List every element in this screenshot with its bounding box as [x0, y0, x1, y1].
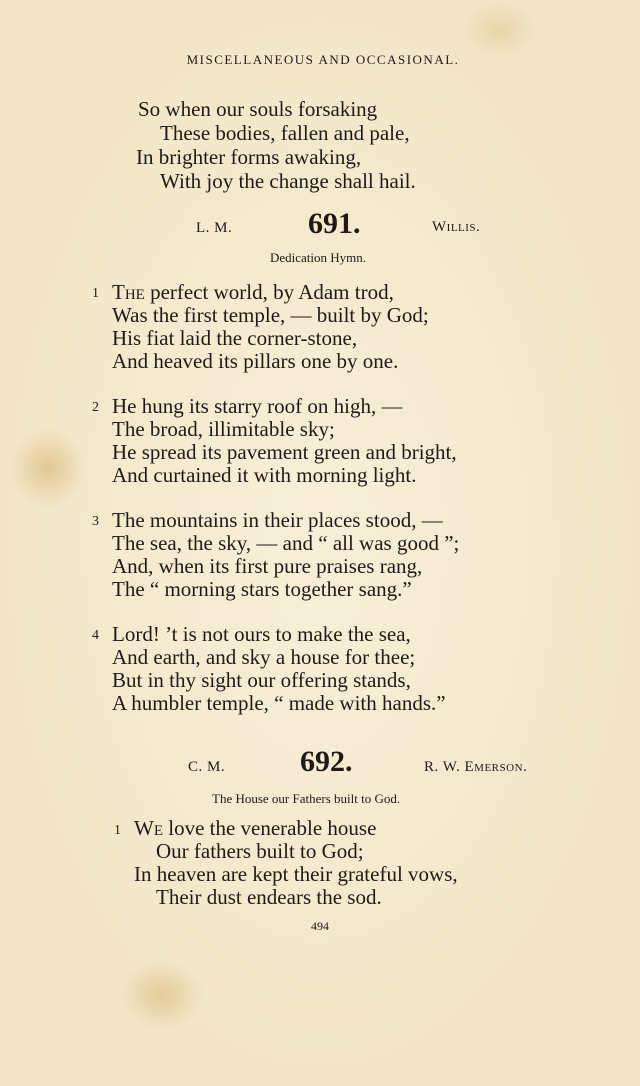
- hymn-number: 691.: [308, 207, 361, 240]
- verse-line: His fiat laid the corner-stone,: [112, 326, 358, 350]
- verse-line: The sea, the sky, — and “ all was good ”;: [112, 531, 460, 555]
- verse-line: But in thy sight our offering stands,: [112, 668, 411, 692]
- verse-line: The broad, illimitable sky;: [112, 417, 335, 441]
- intro-line: With joy the change shall hail.: [160, 169, 416, 193]
- stanza-number: 2: [92, 400, 99, 415]
- intro-line: In brighter forms awaking,: [136, 145, 362, 169]
- intro-line: So when our souls forsaking: [138, 97, 378, 121]
- verse-line: The mountains in their places stood, —: [112, 508, 443, 532]
- hymn-tune: Willis.: [432, 219, 481, 235]
- verse-line: The “ morning stars together sang.”: [112, 577, 412, 601]
- verse-line: And earth, and sky a house for thee;: [112, 645, 416, 669]
- hymn-meter: L. M.: [196, 220, 233, 236]
- stanza-number: 4: [92, 628, 99, 643]
- verse-line: [112, 282, 394, 303]
- stanza-number: 1: [114, 823, 121, 838]
- stanza-number: 3: [92, 514, 99, 529]
- verse-text: perfect world, by Adam trod,: [144, 280, 394, 304]
- verse-line: And curtained it with morning light.: [112, 463, 417, 487]
- verse-line: A humbler temple, “ made with hands.”: [112, 691, 446, 715]
- verse-text: love the venerable house: [162, 816, 377, 840]
- verse-lead-word: The: [112, 280, 145, 304]
- hymn-tune: R. W. Emerson.: [424, 759, 528, 775]
- verse-line: He spread its pavement green and bright,: [112, 440, 457, 464]
- hymn-subtitle: The House our Fathers built to God.: [212, 791, 401, 806]
- verse-lead-word: We: [134, 816, 163, 840]
- stanza-number: 1: [92, 286, 99, 301]
- verse-line: And, when its first pure praises rang,: [112, 554, 423, 578]
- verse-line: Their dust endears the sod.: [156, 885, 382, 909]
- hymn-subtitle: Dedication Hymn.: [270, 250, 367, 265]
- hymn-number: 692.: [300, 745, 353, 778]
- hymn-meter: C. M.: [188, 759, 226, 775]
- verse-line: And heaved its pillars one by one.: [112, 349, 399, 373]
- page-number: 494: [311, 919, 329, 933]
- verse-line: Our fathers built to God;: [156, 839, 364, 863]
- intro-line: These bodies, fallen and pale,: [160, 121, 410, 145]
- verse-line: He hung its starry roof on high, —: [112, 394, 403, 418]
- running-head: MISCELLANEOUS AND OCCASIONAL.: [186, 52, 460, 67]
- verse-line: [134, 818, 376, 839]
- verse-line: In heaven are kept their grateful vows,: [134, 862, 458, 886]
- verse-line: Was the first temple, — built by God;: [112, 303, 429, 327]
- verse-line: Lord! ’t is not ours to make the sea,: [112, 622, 411, 646]
